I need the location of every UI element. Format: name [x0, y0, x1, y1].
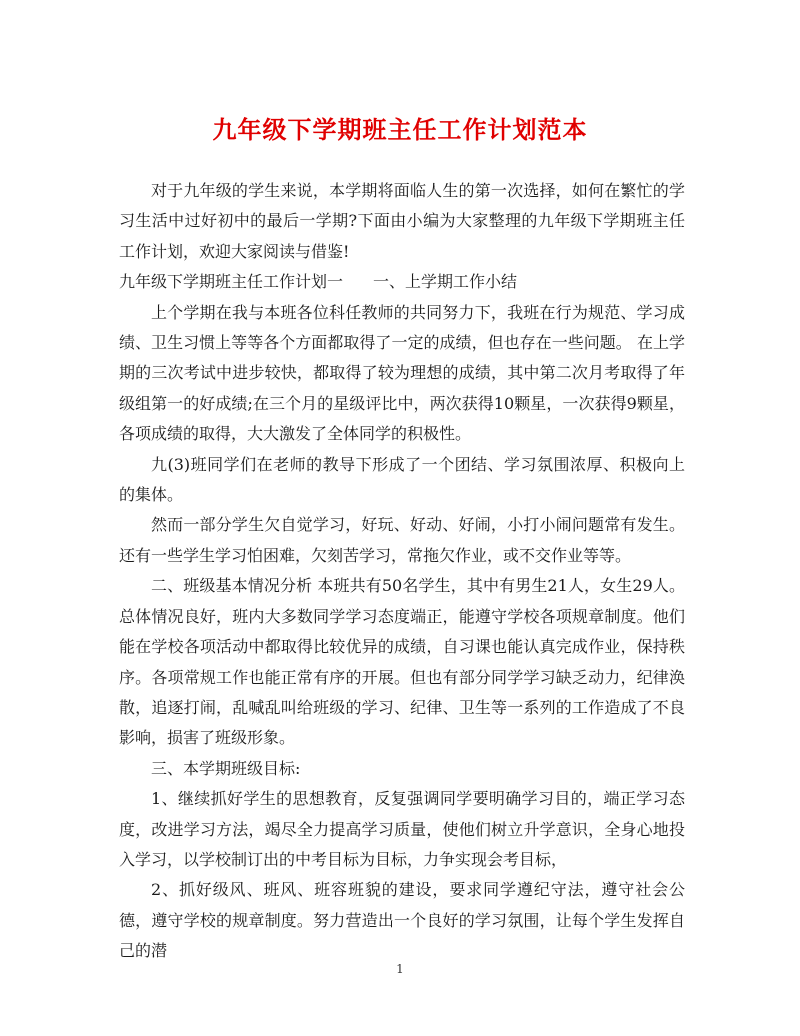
- plan-heading: 九年级下学期班主任工作计划一: [119, 272, 344, 292]
- paragraph-goals-heading: 三、本学期班级目标:: [151, 758, 301, 778]
- intro-paragraph: 对于九年级的学生来说，本学期将面临人生的第一次选择，如何在繁忙的学习生活中过好初中的最后一学期?下面由小编为大家整理的九年级下学期班主任工作计划，欢迎大家阅读与借鉴!: [119, 181, 685, 261]
- paragraph-goal-1: 1、继续抓好学生的思想教育，反复强调同学要明确学习目的，端正学习态度，改进学习方法，竭尽全力提高学习质量，使他们树立升学意识，全身心地投入学习，以学校制订出的中考目标为目标，力争实现会考目标，: [119, 789, 685, 869]
- document-title: 九年级下学期班主任工作计划范本: [212, 115, 588, 144]
- paragraph-problems: 然而一部分学生欠自觉学习，好玩、好动、好闹，小打小闹问题常有发生。还有一些学生学习怕困难，欠刻苦学习，常拖欠作业，或不交作业等等。: [119, 515, 685, 565]
- section1-heading: 一、上学期工作小结: [373, 272, 518, 292]
- paragraph-class-analysis: 二、班级基本情况分析 本班共有50名学生，其中有男生21人，女生29人。总体情况良好，班内大多数同学学习态度端正，能遵守学校各项规章制度。他们能在学校各项活动中都取得比较优异的成绩，自习课也能认真完成作业，保持秩序。各项常规工作也能正常有序的开展。但也有部分同学学习缺乏动力，纪律涣散，追逐打闹，乱喊乱叫给班级的学习、纪律、卫生等一系列的工作造成了不良影响，损害了班级形象。: [119, 576, 685, 748]
- document-body: [119, 176, 685, 967]
- paragraph-class-collective: 九(3)班同学们在老师的教导下形成了一个团结、学习氛围浓厚、积极向上的集体。: [119, 454, 685, 505]
- paragraph-goal-2: 2、抓好级风、班风、班容班貌的建设，要求同学遵纪守法，遵守社会公德，遵守学校的规章制度。努力营造出一个良好的学习氛围，让每个学生发挥自己的潜: [119, 880, 685, 961]
- page-number: 1: [396, 962, 404, 976]
- plan-heading-line: [119, 267, 685, 297]
- paragraph-summary: 上个学期在我与本班各位科任教师的共同努力下，我班在行为规范、学习成绩、卫生习惯上等等各个方面都取得了一定的成绩，但也存在一些问题。 在上学期的三次考试中进步较快，都取得了较为理想的成绩，其中第二次月考取得了年级组第一的好成绩;在三个月的星级评比中，两次获得10颗星，一次获得9颗星，各项成绩的取得，大大激发了全体同学的积极性。: [119, 302, 685, 444]
